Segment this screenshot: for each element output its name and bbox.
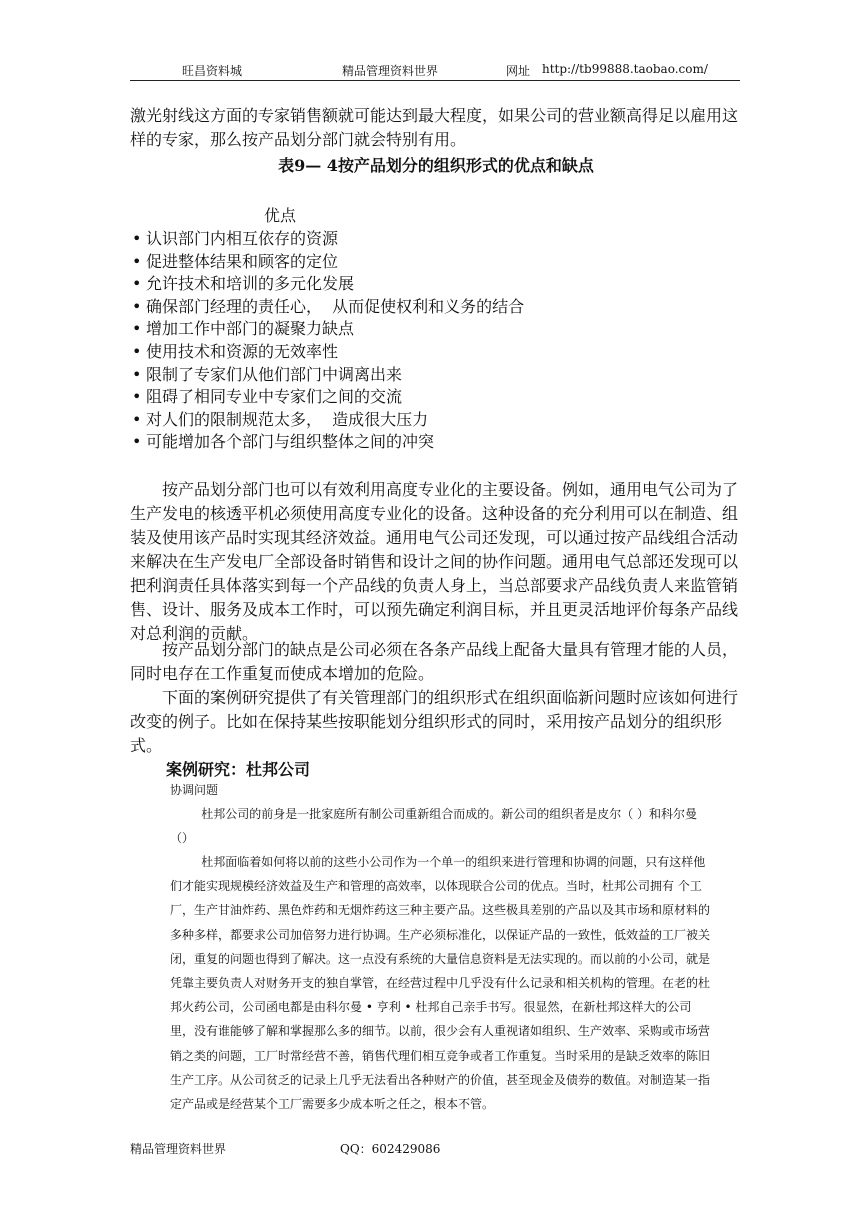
- list-item: • 促进整体结果和顾客的定位: [132, 251, 524, 274]
- header-site-name: 精品管理资料世界: [342, 64, 439, 78]
- bullet: •: [132, 432, 142, 452]
- case-study-title: 案例研究：杜邦公司: [166, 760, 311, 779]
- case-paragraph-2: 杜邦面临着如何将以前的这些小公司作为一个单一的组织来进行管理和协调的问题，只有这样他们才能实现规模经济效益及生产和管理的高效率，以体现联合公司的优点。当时，杜邦公司拥有 个工厂，生产甘油炸药、黑色炸药和无烟炸药这三种主要产品。这些极具差别的产品以及其市场和原材料的多种多样，都要求公司加倍努力进行协调。生产必须标准化，以保证产品的一致性，低效益的工厂被关闭，重复的问题也得到了解决。这一点没有系统的大量信息资料是无法实现的。而以前的小公司，就是凭靠主要负责人对财务开支的独自掌管，在经营过程中几乎没有什么记录和相关机构的管理。在老的杜邦火药公司，公司函电都是由科尔曼 • 亨利 • 杜邦自己亲手书写。很显然，在新杜邦这样大的公司里，没有谁能够了解和掌握那么多的细节。以前，很少会有人重视诸如组织、生产效率、采购或市场营销之类的问题，工厂时常经营不善，销售代理们相互竞争或者工作重复。当时采用的是缺乏效率的陈旧生产工序。从公司贫乏的记录上几乎无法看出各种财产的价值，甚至现金及债券的数值。对制造某一指定产品或是经营某个工厂需要多少成本听之任之，根本不管。: [170, 855, 711, 1112]
- footer-site-name: 精品管理资料世界: [130, 1142, 227, 1156]
- footer-qq: QQ：602429086: [340, 1142, 441, 1156]
- list-item: • 可能增加各个部门与组织整体之间的冲突: [132, 431, 524, 454]
- list-item: • 阻碍了相同专业中专家们之间的交流: [132, 386, 524, 409]
- header-url-label: 网址: [506, 64, 531, 78]
- bullet: •: [132, 409, 142, 429]
- table-title: 表9— 4按产品划分的组织形式的优点和缺点: [278, 156, 594, 175]
- list-item: • 对人们的限制规范太多， 造成很大压力: [132, 409, 524, 432]
- bullet: •: [132, 274, 142, 294]
- header-url: http://tb99888.taobao.com/: [542, 62, 708, 76]
- bullet: •: [132, 387, 142, 407]
- bullet: •: [132, 296, 142, 316]
- page-header: [130, 62, 738, 82]
- list-item: • 认识部门内相互依存的资源: [132, 228, 524, 251]
- list-item: • 使用技术和资源的无效率性: [132, 341, 524, 364]
- list-item: • 确保部门经理的责任心， 从而促使权利和义务的结合: [132, 296, 524, 319]
- bullet: •: [132, 341, 142, 361]
- intro-paragraph: 激光射线这方面的专家销售额就可能达到最大程度，如果公司的营业额高得足以雇用这样的专家，那么按产品划分部门就会特别有用。: [130, 106, 739, 149]
- bullet: •: [132, 251, 142, 271]
- body-paragraph-2: 按产品划分部门的缺点是公司必须在各条产品线上配备大量具有管理才能的人员，同时电存在工作重复而使成本增加的危险。: [130, 640, 739, 683]
- bullet: •: [132, 319, 142, 339]
- list-item: • 增加工作中部门的凝聚力缺点: [132, 318, 524, 341]
- case-paragraph-1: 杜邦公司的前身是一批家庭所有制公司重新组合而成的。新公司的组织者是皮尔（ ）和科尔曼（）: [170, 807, 698, 846]
- case-subtitle: 协调问题: [170, 783, 219, 797]
- header-shop-name: 旺昌资料城: [182, 64, 243, 78]
- body-paragraph-3: 下面的案例研究提供了有关管理部门的组织形式在组织面临新问题时应该如何进行改变的例子。比如在保持某些按职能划分组织形式的同时，采用按产品划分的组织形式。: [130, 688, 739, 755]
- body-paragraph-1: 按产品划分部门也可以有效利用高度专业化的主要设备。例如，通用电气公司为了生产发电的核透平机必须使用高度专业化的设备。这种设备的充分利用可以在制造、组装及使用该产品时实现其经济效益。通用电气公司还发现，可以通过按产品线组合活动来解决在生产发电厂全部设备时销售和设计之间的协作问题。通用电气总部还发现可以把利润责任具体落实到每一个产品线的负责人身上，当总部要求产品线负责人来监管销售、设计、服务及成本工作时，可以预先确定利润目标，并且更灵活地评价每条产品线对总利润的贡献。: [130, 480, 739, 643]
- pros-label: 优点: [264, 206, 297, 225]
- pros-cons-list: [132, 228, 524, 454]
- list-item: • 允许技术和培训的多元化发展: [132, 273, 524, 296]
- bullet: •: [132, 364, 142, 384]
- page-footer: [130, 1140, 742, 1160]
- list-item: • 限制了专家们从他们部门中调离出来: [132, 364, 524, 387]
- bullet: •: [132, 229, 142, 248]
- header-divider: [130, 80, 740, 81]
